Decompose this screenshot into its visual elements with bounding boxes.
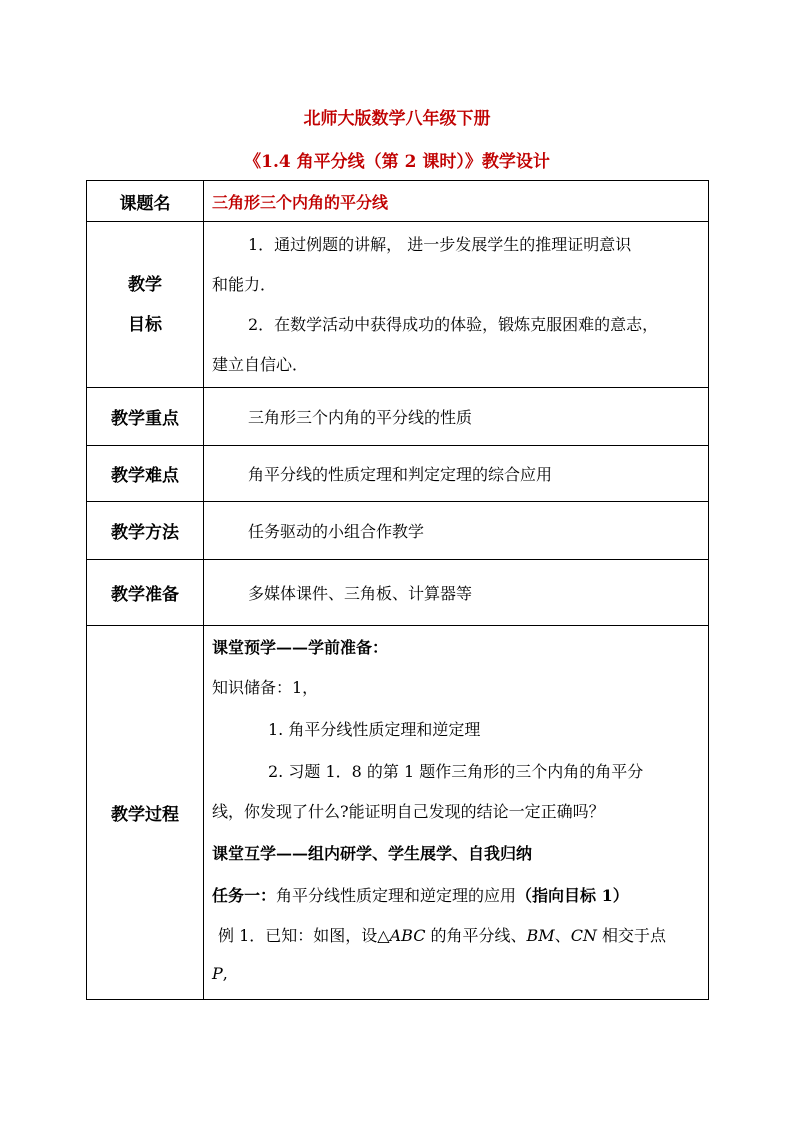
document-title: 北师大版数学八年级下册 xyxy=(303,109,491,129)
goal2-line1: 2．在数学活动中获得成功的体验，锻炼克服困难的意志， xyxy=(248,314,659,334)
process-item1: 1. 角平分线性质定理和逆定理 xyxy=(268,720,481,739)
method-label: 教学方法 xyxy=(87,502,204,560)
goals-label-line: 目标 xyxy=(128,314,162,335)
process-example-line2 xyxy=(212,956,702,992)
goal1-line2: 和能力． xyxy=(212,274,277,294)
table-row xyxy=(87,560,709,626)
process-label: 教学过程 xyxy=(87,626,204,1000)
example-mid2: 、 xyxy=(554,926,571,945)
table-row xyxy=(87,502,709,560)
key-value: 三角形三个内角的平分线的性质 xyxy=(204,388,709,446)
process-item2-line2: 线，你发现了什么?能证明自己发现的结论一定正确吗？ xyxy=(212,802,605,821)
goals-label-line: 教学 xyxy=(128,274,162,295)
lesson-plan-table xyxy=(86,180,709,1000)
process-knowledge: 知识储备：1， xyxy=(212,678,319,697)
example-p: P xyxy=(212,964,223,983)
process-task1 xyxy=(212,876,702,916)
prep-value: 多媒体课件、三角板、计算器等 xyxy=(204,560,709,626)
document-subtitle: 《1.4 角平分线（第 2 课时）》教学设计 xyxy=(244,152,550,172)
goals-label xyxy=(87,222,204,388)
topic-value: 三角形三个内角的平分线 xyxy=(204,181,709,222)
process-item2-line1: 2. 习题 1．8 的第 1 题作三角形的三个内角的角平分 xyxy=(268,762,644,781)
key-label: 教学重点 xyxy=(87,388,204,446)
example-end: , xyxy=(222,964,228,983)
process-heading-preview: 课堂预学——学前准备： xyxy=(212,638,389,657)
difficulty-label: 教学难点 xyxy=(87,446,204,502)
table-row xyxy=(87,626,709,1000)
task-label: 任务一： xyxy=(212,886,277,905)
example-cn: CN xyxy=(570,926,597,945)
example-abc: ABC xyxy=(389,926,426,945)
goal1-line1: 1．通过例题的讲解， 进一步发展学生的推理证明意识 xyxy=(248,234,632,254)
example-prefix: 例 1．已知：如图，设△ xyxy=(218,926,390,945)
example-mid1: 的角平分线、 xyxy=(425,926,527,945)
method-value: 任务驱动的小组合作教学 xyxy=(204,502,709,560)
task-goal: （指向目标 1） xyxy=(516,886,629,905)
task-text: 角平分线性质定理和逆定理的应用 xyxy=(276,886,517,905)
example-suffix: 相交于点 xyxy=(596,926,667,945)
process-value xyxy=(204,626,709,1000)
process-heading-interact: 课堂互学——组内研学、学生展学、自我归纳 xyxy=(212,844,533,863)
difficulty-value: 角平分线的性质定理和判定定理的综合应用 xyxy=(204,446,709,502)
process-example-line1 xyxy=(212,916,702,956)
goal2-line2: 建立自信心． xyxy=(212,354,309,374)
example-bm: BM xyxy=(526,926,555,945)
prep-label: 教学准备 xyxy=(87,560,204,626)
table-row xyxy=(87,222,709,388)
table-row xyxy=(87,388,709,446)
table-row xyxy=(87,446,709,502)
topic-label: 课题名 xyxy=(87,181,204,222)
table-row xyxy=(87,181,709,222)
goals-value xyxy=(204,222,709,388)
